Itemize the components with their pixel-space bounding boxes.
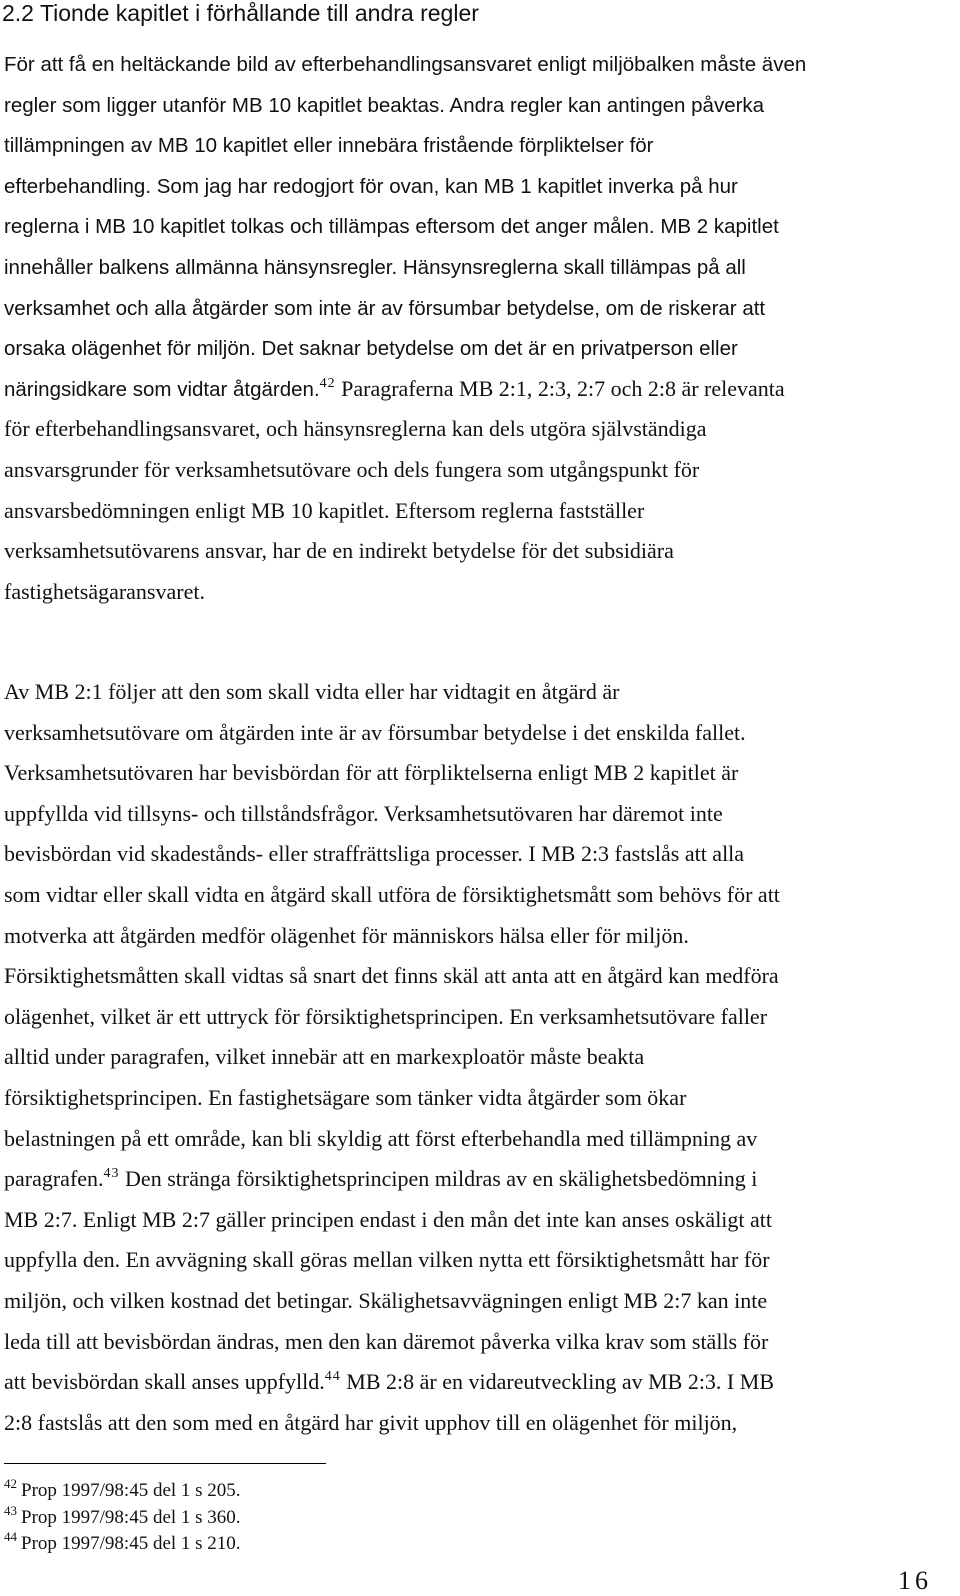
paragraph-1 (4, 44, 960, 612)
footnote-text: Prop 1997/98:45 del 1 s 360. (21, 1506, 241, 1528)
footnote-42 (4, 1478, 604, 1505)
text-line: näringsidkare som vidtar åtgärden.$^{42}$ Paragraferna MB 2:1, 2:3, 2:7 och 2:8 är relevanta (4, 375, 785, 401)
footnotes (4, 1478, 604, 1558)
text-line: uppfyllda vid tillsyns- och tillståndsfrågor. Verksamhetsutövaren har däremot inte (4, 800, 723, 826)
text-line: ansvarsbedömningen enligt MB 10 kapitlet. Eftersom reglerna fastställer (4, 497, 645, 523)
text-line: För att få en heltäckande bild av efterbehandlingsansvaret enligt miljöbalken måste även (4, 53, 807, 76)
text-line: olägenhet, vilket är ett uttryck för försiktighetsprincipen. En verksamhetsutövare faller (4, 1003, 768, 1029)
text-line: 2:8 fastslås att den som med en åtgärd har givit upphov till en olägenhet för miljön, (4, 1409, 738, 1435)
text-line: leda till att bevisbördan ändras, men den kan däremot påverka vilka krav som ställs för (4, 1328, 769, 1354)
section-heading: 2.2 Tionde kapitlet i förhållande till andra regler (2, 0, 479, 26)
text-line: Verksamhetsutövaren har bevisbördan för att förpliktelserna enligt MB 2 kapitlet är (4, 760, 739, 786)
text-line: verksamhet och alla åtgärder som inte är av försumbar betydelse, om de riskerar att (4, 296, 766, 320)
text-line: fastighetsägaransvaret. (4, 578, 205, 604)
text-line: Av MB 2:1 följer att den som skall vidta eller har vidtagit en åtgärd är (4, 679, 620, 704)
footnote-number: 42 (4, 1476, 17, 1491)
footnote-reference-43[interactable]: 43 (103, 1166, 120, 1182)
footnote-reference-44[interactable]: 44 (324, 1369, 341, 1385)
text-line: som vidtar eller skall vidta en åtgärd skall utföra de försiktighetsmått som behövs för att (4, 881, 780, 907)
text-line: motverka att åtgärden medför olägenhet för människors hälsa eller för miljön. (4, 922, 689, 948)
text-line: verksamhetsutövarens ansvar, har de en indirekt betydelse för det subsidiära (4, 538, 674, 564)
footnote-44 (4, 1531, 604, 1558)
page-number: 16 (898, 1566, 932, 1595)
text-line: regler som ligger utanför MB 10 kapitlet beaktas. Andra regler kan antingen påverka (4, 93, 765, 117)
text-line: verksamhetsutövare om åtgärden inte är av försumbar betydelse i det enskilda fallet. (4, 719, 746, 745)
text-line: försiktighetsprincipen. En fastighetsägare som tänker vidta åtgärder som ökar (4, 1084, 687, 1110)
text-line: efterbehandling. Som jag har redogjort för ovan, kan MB 1 kapitlet inverka på hur (4, 174, 738, 198)
text-line: orsaka olägenhet för miljön. Det saknar betydelse om det är en privatperson eller (4, 337, 738, 361)
footnote-43 (4, 1502, 604, 1532)
footnote-separator (4, 1463, 326, 1464)
text-line: Försiktighetsmåtten skall vidtas så snart det finns skäl att anta att en åtgärd kan medföra (4, 963, 779, 989)
paragraph-2 (4, 672, 960, 1443)
text-line: bevisbördan vid skadestånds- eller straffrättsliga processer. I MB 2:3 fastslås att alla (4, 841, 745, 867)
text-line: paragrafen.$^{43}$ Den stränga försiktighetsprincipen mildras av en skälighetsbedömning i (4, 1166, 758, 1192)
text-line: för efterbehandlingsansvaret, och hänsynsreglerna kan dels utgöra självständiga (4, 416, 707, 442)
text-line: miljön, och vilken kostnad det betingar. Skälighetsavvägningen enligt MB 2:7 kan inte (4, 1287, 768, 1313)
text-line: ansvarsgrunder för verksamhetsutövare och dels fungera som utgångspunkt för (4, 456, 700, 482)
text-line: belastningen på ett område, kan bli skyldig att först efterbehandla med tillämpning av (4, 1125, 758, 1151)
footnote-number: 43 (4, 1502, 17, 1518)
text-line: MB 2:7. Enligt MB 2:7 gäller principen endast i den mån det inte kan anses oskäligt att (4, 1206, 773, 1232)
footnote-text: Prop 1997/98:45 del 1 s 205. (21, 1480, 241, 1501)
text-line: tillämpningen av MB 10 kapitlet eller innebära fristående förpliktelser för (4, 134, 654, 158)
text-line: att bevisbördan skall anses uppfylld.$^{44}$ MB 2:8 är en vidareutveckling av MB 2:3. I MB (4, 1369, 774, 1395)
footnote-reference-42[interactable]: 42 (319, 375, 336, 391)
text-line: reglerna i MB 10 kapitlet tolkas och tillämpas eftersom det anger målen. MB 2 kapitlet (4, 215, 779, 239)
footnote-text: Prop 1997/98:45 del 1 s 210. (21, 1533, 241, 1554)
footnote-number: 44 (4, 1529, 17, 1544)
text-line: alltid under paragrafen, vilket innebär att en markexploatör måste beakta (4, 1044, 645, 1070)
text-line: uppfylla den. En avvägning skall göras mellan vilken nytta ett försiktighetsmått har för (4, 1247, 770, 1273)
text-line: innehåller balkens allmänna hänsynsregler. Hänsynsreglerna skall tillämpas på all (4, 255, 746, 279)
